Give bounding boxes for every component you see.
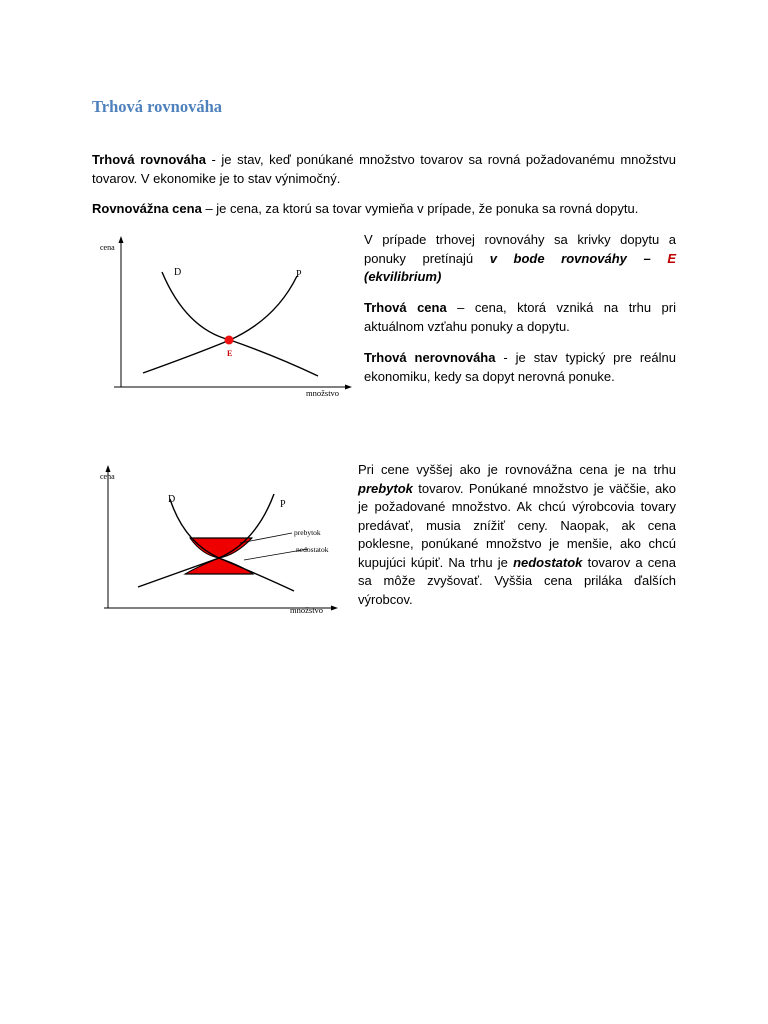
y-axis-arrow [119, 236, 124, 243]
surplus-shortage-graph [96, 462, 352, 617]
text: Pri cene vyššej ako je rovnovážna cena je na trhu [358, 462, 676, 477]
supply-curve [143, 276, 297, 373]
text: tovarov. Ponúkané množstvo je väčšie, ako je požadované množstvo. Ak chcú výrobcovia tovary predávať, musia znížiť ceny. Naopak, ak cena poklesne, ponúkané množstvo je menšie, ako chcú kupujúci kúpiť. Na trhu je [358, 480, 676, 570]
paragraph-surplus-shortage [358, 461, 676, 609]
x-axis-label: množstvo [290, 605, 324, 615]
definition: - je stav typický pre reálnu ekonomiku, kedy sa dopyt nerovná ponuke. [364, 350, 676, 384]
surplus-label: prebytok [294, 528, 321, 537]
y-axis-label: cena [100, 243, 115, 252]
y-axis-arrow [106, 465, 111, 472]
emphasis-surplus: prebytok [358, 480, 413, 496]
term: Trhová nerovnováha [364, 350, 496, 365]
equilibrium-label: E [227, 349, 233, 358]
ekvilibrium: (ekvilibrium) [364, 269, 442, 284]
x-axis-arrow [331, 606, 338, 611]
supply-label: P [296, 269, 302, 280]
x-axis-arrow [345, 385, 352, 390]
text: tovarov a cena sa môže zvyšovať. Vyššia cena priláka ďalších výrobcov. [358, 554, 676, 607]
x-axis-label: množstvo [306, 388, 340, 398]
definition: – cena, ktorá vzniká na trhu pri aktuálnom vzťahu ponuky a dopytu. [364, 300, 676, 334]
demand-curve [162, 272, 318, 376]
surplus-area [190, 538, 252, 558]
y-axis-label: cena [100, 472, 115, 481]
term: Trhová rovnováha [92, 152, 206, 167]
term: Rovnovážna cena [92, 201, 202, 216]
definition: – je cena, za ktorú sa tovar vymieňa v prípade, že ponuka sa rovná dopytu. [201, 201, 639, 216]
definition: - je stav, keď ponúkané množstvo tovarov sa rovná požadovanému množstvu tovarov. V ekonomike je to stav výnimočný. [92, 152, 676, 186]
equilibrium-point [225, 336, 234, 345]
text: V prípade trhovej rovnováhy sa krivky dopytu a ponuky pretínajú [364, 232, 676, 266]
shortage-label: nedostatok [296, 545, 329, 554]
emphasis: v bode rovnováhy [489, 250, 627, 266]
term: Trhová cena [364, 300, 447, 315]
paragraph-equilibrium-price [92, 200, 676, 219]
demand-label: D [168, 494, 176, 505]
page-title: Trhová rovnováha [92, 97, 223, 116]
paragraph-disequilibrium [364, 349, 676, 386]
demand-label: D [174, 267, 182, 278]
supply-label: P [280, 499, 286, 510]
paragraph-market-equilibrium [92, 151, 676, 188]
dash: – [626, 250, 668, 266]
paragraph-equilibrium-point [364, 231, 676, 287]
equilibrium-graph [96, 234, 352, 400]
paragraph-market-price [364, 299, 676, 336]
letter-e: E [667, 250, 677, 266]
emphasis-shortage: nedostatok [513, 554, 583, 570]
